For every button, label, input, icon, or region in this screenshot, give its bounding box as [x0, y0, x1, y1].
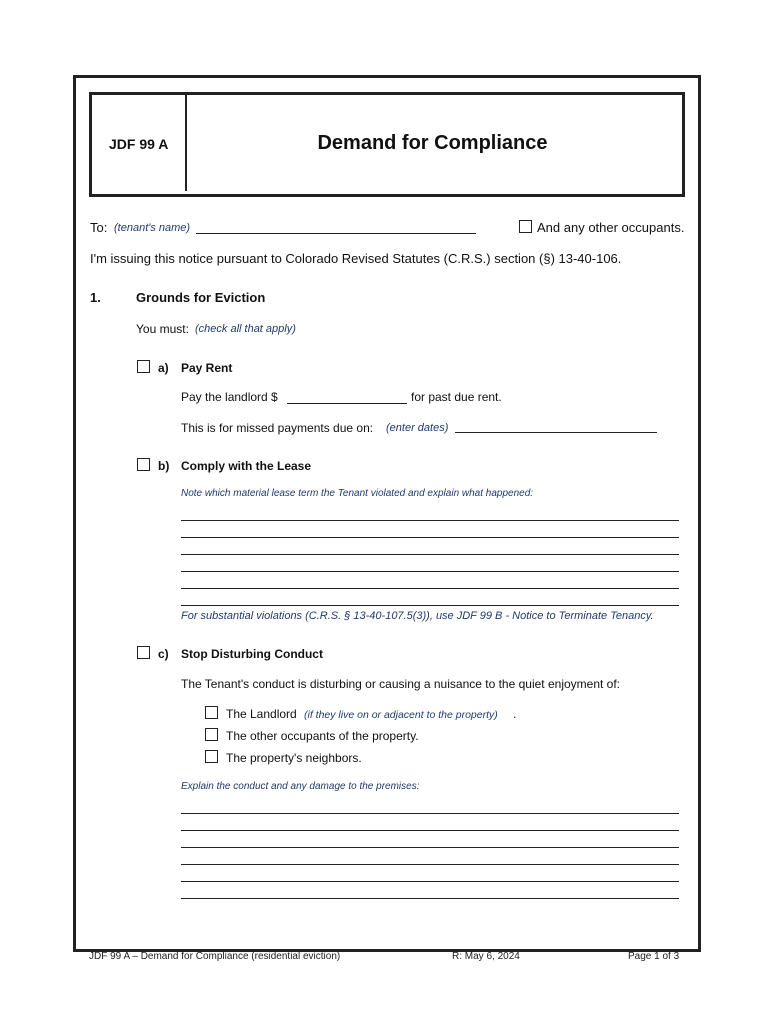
to-label: To: — [90, 220, 108, 235]
past-due-label: for past due rent. — [411, 390, 502, 404]
missed-payments-label: This is for missed payments due on: — [181, 421, 374, 435]
footer-page-number: Page 1 of 3 — [628, 951, 680, 962]
conduct-explain-line-2[interactable] — [181, 830, 679, 831]
conduct-explain-line-4[interactable] — [181, 864, 679, 865]
page-frame — [73, 75, 701, 952]
footer-revision-date: R: May 6, 2024 — [452, 951, 520, 962]
landlord-checkbox[interactable] — [205, 706, 218, 719]
you-must-hint: (check all that apply) — [195, 323, 296, 335]
substantial-violation-note: For substantial violations (C.R.S. § 13-40-107.5(3)), use JDF 99 B - Notice to Terminate Tenancy. — [181, 610, 654, 622]
disturbing-conduct-title: Stop Disturbing Conduct — [181, 647, 323, 661]
lease-note: Note which material lease term the Tenant violated and explain what happened: — [181, 488, 534, 499]
landlord-hint: (if they live on or adjacent to the property) — [304, 709, 498, 721]
other-occupants-label: And any other occupants. — [537, 220, 685, 235]
comply-lease-title: Comply with the Lease — [181, 459, 312, 473]
neighbors-label: The property's neighbors. — [226, 751, 362, 765]
lease-explain-line-1[interactable] — [181, 520, 679, 521]
page-title: Demand for Compliance — [317, 132, 548, 154]
lease-explain-line-4[interactable] — [181, 571, 679, 572]
pay-rent-checkbox[interactable] — [137, 360, 150, 373]
disturbing-conduct-checkbox[interactable] — [137, 646, 150, 659]
neighbors-checkbox[interactable] — [205, 750, 218, 763]
comply-lease-letter: b) — [158, 459, 170, 473]
pay-rent-letter: a) — [158, 361, 169, 375]
header-divider — [185, 95, 187, 191]
lease-explain-line-5[interactable] — [181, 588, 679, 589]
section-number: 1. — [90, 290, 101, 305]
tenant-name-field[interactable] — [196, 233, 476, 234]
you-must-label: You must: — [136, 322, 189, 336]
lease-explain-line-2[interactable] — [181, 537, 679, 538]
other-occupants-checkbox[interactable] — [519, 220, 532, 233]
form-code: JDF 99 A — [109, 136, 169, 152]
comply-lease-checkbox[interactable] — [137, 458, 150, 471]
landlord-label: The Landlord — [226, 707, 297, 721]
conduct-explain-line-6[interactable] — [181, 898, 679, 899]
conduct-explain-line-1[interactable] — [181, 813, 679, 814]
footer-form-name: JDF 99 A – Demand for Compliance (residential eviction) — [89, 951, 341, 962]
other-occupants-property-label: The other occupants of the property. — [226, 729, 419, 743]
missed-dates-field[interactable] — [455, 432, 657, 433]
lease-explain-line-3[interactable] — [181, 554, 679, 555]
enter-dates-hint: (enter dates) — [386, 422, 449, 434]
tenant-name-hint: (tenant's name) — [114, 222, 191, 234]
conduct-description: The Tenant's conduct is disturbing or causing a nuisance to the quiet enjoyment of: — [181, 677, 621, 691]
pay-landlord-label: Pay the landlord $ — [181, 390, 278, 404]
explain-conduct-note: Explain the conduct and any damage to the premises: — [181, 781, 420, 792]
section-title: Grounds for Eviction — [136, 290, 266, 305]
other-occupants-property-checkbox[interactable] — [205, 728, 218, 741]
conduct-explain-line-5[interactable] — [181, 881, 679, 882]
landlord-period: . — [513, 707, 517, 721]
rent-amount-field[interactable] — [287, 403, 407, 404]
lease-explain-line-6[interactable] — [181, 605, 679, 606]
pay-rent-title: Pay Rent — [181, 361, 233, 375]
intro-text: I'm issuing this notice pursuant to Colorado Revised Statutes (C.R.S.) section (§) 13-40-106. — [90, 251, 622, 266]
conduct-explain-line-3[interactable] — [181, 847, 679, 848]
disturbing-conduct-letter: c) — [158, 647, 169, 661]
